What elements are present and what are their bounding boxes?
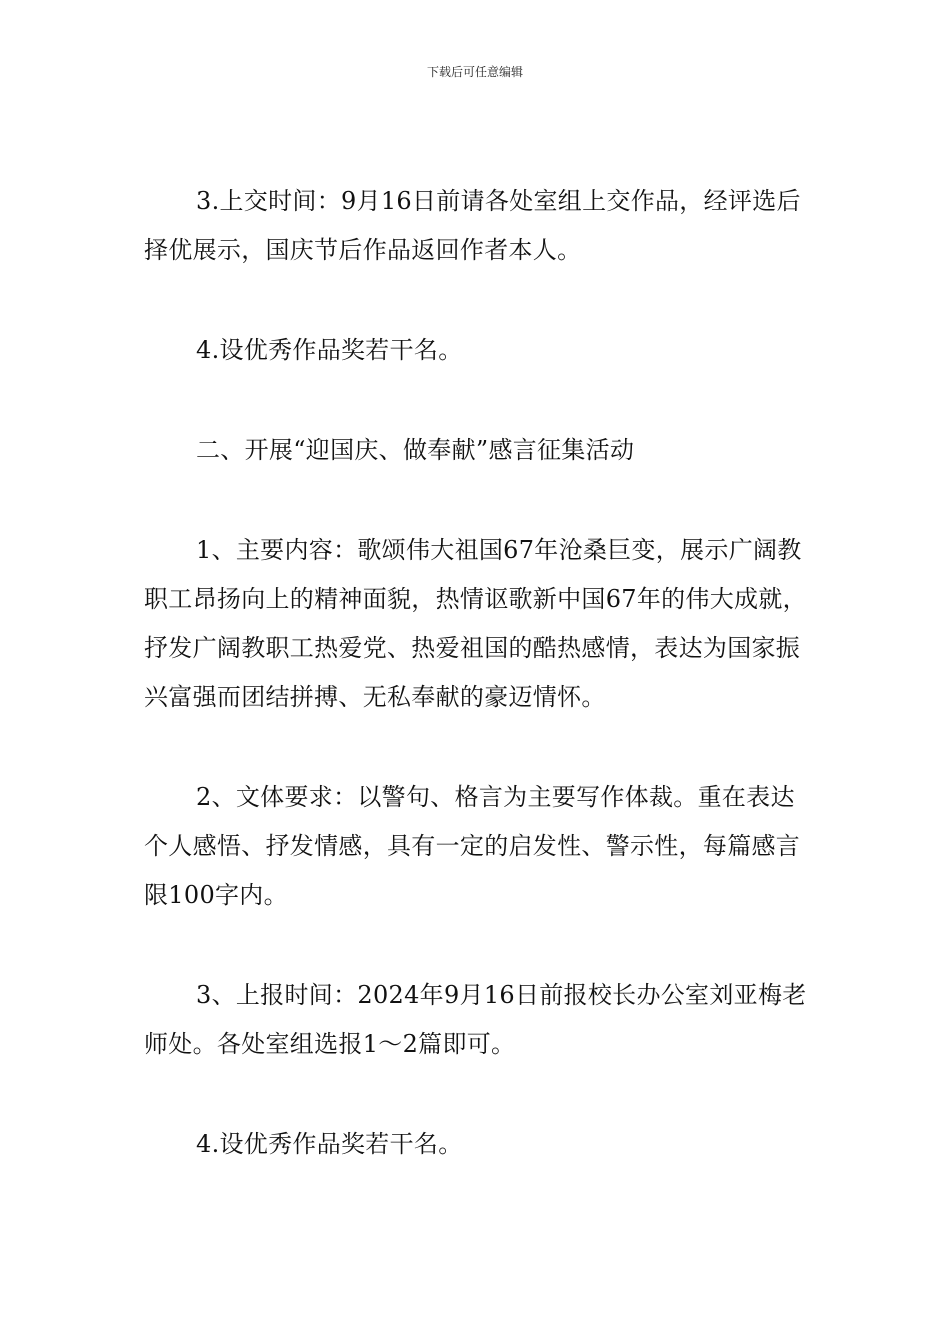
section-heading: 二、开展“迎国庆、做奉献”感言征集活动	[196, 436, 635, 464]
header-note: 下载后可任意编辑	[426, 65, 523, 79]
paragraph-report-time: 3、上报时间：2024年9月16日前报校长办公室刘亚梅老师处。各处室组选报1～2篇即可。	[144, 981, 807, 1058]
paragraph-gap	[144, 920, 808, 971]
document-body	[144, 177, 808, 1169]
paragraph-gap	[144, 1069, 808, 1120]
paragraph-gap	[144, 475, 808, 526]
paragraph-submission-time: 3.上交时间：9月16日前请各处室组上交作品，经评选后择优展示，国庆节后作品返回作者本人。	[144, 187, 801, 264]
paragraph-gap	[144, 375, 808, 426]
paragraph-gap	[144, 275, 808, 326]
paragraph-main-content: 1、主要内容：歌颂伟大祖国67年沧桑巨变，展示广阔教职工昂扬向上的精神面貌，热情讴歌新中国67年的伟大成就，抒发广阔教职工热爱党、热爱祖国的酷热感情，表达为国家振兴富强而团结拼搏、无私奉献的豪迈情怀。	[144, 536, 807, 711]
paragraph-award: 4.设优秀作品奖若干名。	[196, 336, 463, 364]
paragraph-award-2: 4.设优秀作品奖若干名。	[196, 1130, 463, 1158]
paragraph-gap	[144, 722, 808, 773]
paragraph-style-requirements: 2、文体要求：以警句、格言为主要写作体裁。重在表达个人感悟、抒发情感，具有一定的启发性、警示性，每篇感言限100字内。	[144, 783, 801, 909]
